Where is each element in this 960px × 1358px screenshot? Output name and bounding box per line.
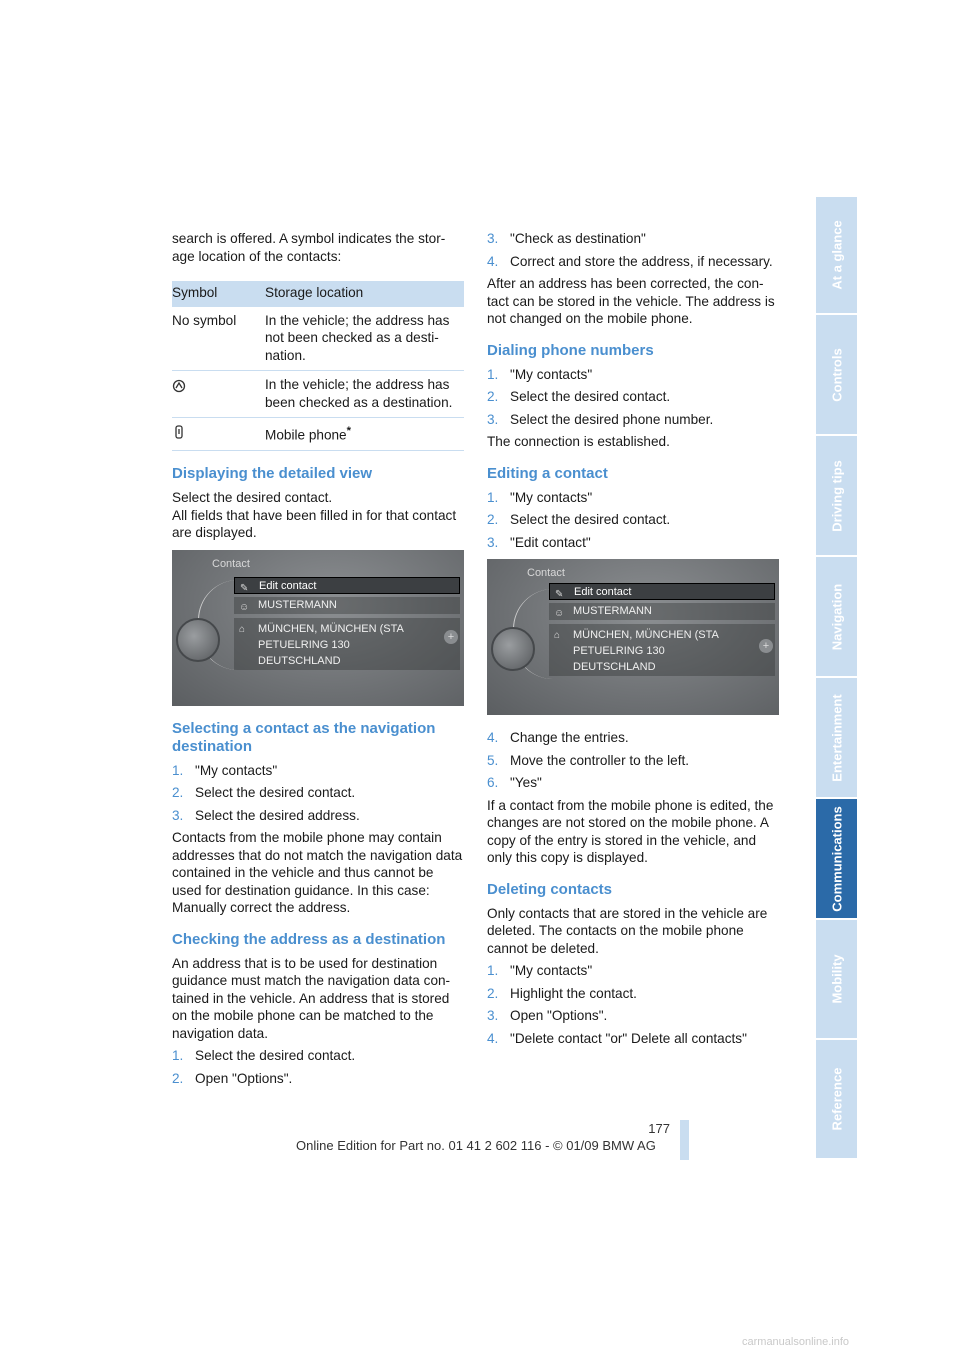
list-item: 1. Select the desired contact. bbox=[172, 1048, 356, 1064]
detail-heading: Displaying the detailed view bbox=[172, 465, 373, 483]
right-column bbox=[487, 230, 779, 1052]
address-line-3: DEUTSCHLAND bbox=[258, 654, 341, 667]
step-text: Select the desired contact. bbox=[195, 785, 356, 801]
edit-contact-label: Edit contact bbox=[259, 579, 317, 592]
list-item: 1. "My contacts" bbox=[172, 762, 278, 778]
list-item: 2. Select the desired contact. bbox=[487, 512, 671, 527]
list-item: 4. "Delete contact "or" Delete all contacts" bbox=[487, 1030, 747, 1046]
list-item: 1. "My contacts" bbox=[487, 489, 593, 505]
step-text: Select the desired contact. bbox=[195, 1048, 356, 1064]
person-icon: ☺ bbox=[554, 608, 565, 619]
list-item: 3. "Check as destination" bbox=[487, 231, 646, 246]
step-text: "Yes" bbox=[510, 775, 542, 790]
step-text: "Edit contact" bbox=[510, 534, 591, 550]
step-text: Change the entries. bbox=[510, 730, 629, 745]
screen-title: Contact bbox=[527, 567, 565, 579]
list-item: 2. Select the desired contact. bbox=[172, 785, 356, 801]
pencil-icon: ✎ bbox=[240, 582, 249, 594]
dial-para: The connection is established. bbox=[487, 434, 670, 449]
step-text: "My contacts" bbox=[510, 489, 593, 505]
delete-para: Only contacts that are stored in the vehicle are deleted. The contacts on the mobile phone cannot be deleted. bbox=[487, 905, 768, 956]
edit-heading: Editing a contact bbox=[487, 464, 608, 482]
header-storage: Storage location bbox=[265, 285, 364, 300]
check-heading: Checking the address as a destination bbox=[172, 930, 446, 948]
tab-reference[interactable]: Reference bbox=[816, 1040, 857, 1160]
check-para: An address that is to be used for destination guidance must match the navigation data con-tained in the vehicle. An address that is stored on the mobile phone can be matched to the navigation data. bbox=[172, 955, 451, 1041]
tab-controls[interactable]: Controls bbox=[816, 315, 857, 436]
list-item: 2. Highlight the contact. bbox=[487, 985, 637, 1001]
step-text: Select the desired contact. bbox=[510, 512, 671, 527]
left-column bbox=[172, 230, 464, 1092]
header-symbol: Symbol bbox=[172, 285, 218, 300]
list-item: 2. Select the desired contact. bbox=[487, 389, 671, 404]
table-row bbox=[172, 307, 464, 372]
tab-navigation[interactable]: Navigation bbox=[816, 557, 857, 678]
detail-text-2: All fields that have been filled in for that contact are displayed. bbox=[172, 507, 457, 541]
list-item: 3. Select the desired phone number. bbox=[487, 411, 714, 427]
contact-name: MUSTERMANN bbox=[573, 605, 652, 617]
list-item: 2. Open "Options". bbox=[172, 1070, 293, 1086]
symbol-cell bbox=[172, 376, 265, 411]
symbol-cell: No symbol bbox=[172, 312, 237, 328]
detail-text-1: Select the desired contact. bbox=[172, 490, 333, 506]
step-text: "My contacts" bbox=[195, 762, 278, 778]
chapter-sidebar bbox=[816, 197, 857, 1160]
optional-star: * bbox=[346, 425, 352, 437]
person-icon: ☺ bbox=[239, 601, 250, 613]
step-text: "Check as destination" bbox=[510, 231, 646, 246]
table-header bbox=[172, 281, 464, 307]
edit-para: If a contact from the mobile phone is edited, the changes are not stored on the mobile phone. A copy of the entry is stored in the vehicle, and only this copy is displayed. bbox=[487, 797, 774, 865]
controller-knob-icon bbox=[176, 618, 220, 662]
address-line-1: MÜNCHEN, MÜNCHEN (STA bbox=[573, 629, 719, 641]
address-line-2: PETUELRING 130 bbox=[573, 645, 665, 657]
plus-icon: + bbox=[759, 639, 773, 653]
address-line-3: DEUTSCHLAND bbox=[573, 661, 656, 673]
tab-communications[interactable]: Communications bbox=[816, 799, 857, 920]
mobile-phone-icon bbox=[172, 425, 186, 439]
intro-text: search is offered. A symbol indicates the stor-age location of the contacts: bbox=[172, 231, 446, 264]
page-number: 177 bbox=[648, 1121, 670, 1136]
footer-bar bbox=[680, 1120, 689, 1160]
screen-title: Contact bbox=[212, 557, 250, 570]
storage-cell: In the vehicle; the address has not been checked as a desti-nation. bbox=[265, 312, 450, 363]
address-line-2: PETUELRING 130 bbox=[258, 638, 350, 651]
watermark: carmanualsonline.info bbox=[742, 1336, 850, 1348]
contact-address bbox=[549, 624, 775, 676]
storage-cell: In the vehicle; the address has been checked as a destination. bbox=[265, 377, 453, 410]
list-item: 5. Move the controller to the left. bbox=[487, 752, 690, 768]
edit-contact-row bbox=[234, 577, 460, 594]
control-display-screenshot bbox=[487, 559, 779, 715]
step-text: Open "Options". bbox=[510, 1008, 608, 1023]
delete-heading: Deleting contacts bbox=[487, 880, 613, 898]
dial-heading: Dialing phone numbers bbox=[487, 341, 654, 359]
list-item: 6. "Yes" bbox=[487, 775, 542, 790]
address-icon: ⌂ bbox=[239, 623, 246, 635]
contact-name-row bbox=[549, 603, 775, 620]
destination-checked-icon bbox=[172, 379, 186, 393]
list-item: 4. Change the entries. bbox=[487, 730, 629, 745]
symbol-cell bbox=[172, 423, 265, 444]
storage-cell bbox=[265, 423, 464, 444]
step-text: Correct and store the address, if necessary. bbox=[510, 253, 773, 269]
step-text: "My contacts" bbox=[510, 366, 593, 382]
edit-contact-label: Edit contact bbox=[574, 586, 632, 598]
address-line-1: MÜNCHEN, MÜNCHEN (STA bbox=[258, 622, 404, 635]
step-text: Select the desired contact. bbox=[510, 389, 671, 404]
controller-knob-icon bbox=[491, 627, 535, 671]
address-icon: ⌂ bbox=[554, 630, 561, 641]
pencil-icon: ✎ bbox=[555, 589, 564, 600]
contact-name-row bbox=[234, 597, 460, 614]
tab-mobility[interactable]: Mobility bbox=[816, 920, 857, 1040]
step-text: Open "Options". bbox=[195, 1070, 293, 1086]
table-row bbox=[172, 371, 464, 418]
tab-entertainment[interactable]: Entertainment bbox=[816, 678, 857, 799]
tab-driving-tips[interactable]: Driving tips bbox=[816, 436, 857, 557]
mobile-phone-label: Mobile phone bbox=[265, 427, 347, 443]
list-item: 3. "Edit contact" bbox=[487, 534, 591, 550]
step-text: "My contacts" bbox=[510, 963, 593, 978]
list-item: 1. "My contacts" bbox=[487, 963, 593, 978]
after-para: After an address has been corrected, the con-tact can be stored in the vehicle. The address is not changed on the mobile phone. bbox=[487, 276, 775, 326]
contact-address bbox=[234, 618, 460, 670]
edition-text: Online Edition for Part no. 01 41 2 602 116 - © 01/09 BMW AG bbox=[296, 1138, 656, 1153]
table-row bbox=[172, 418, 464, 451]
select-heading: Selecting a contact as the navigation destination bbox=[172, 719, 436, 755]
step-text: Move the controller to the left. bbox=[510, 752, 690, 768]
plus-icon: + bbox=[444, 630, 458, 644]
list-item: 4. Correct and store the address, if necessary. bbox=[487, 253, 773, 269]
list-item: 3. Select the desired address. bbox=[172, 807, 360, 823]
step-text: Select the desired address. bbox=[195, 807, 360, 823]
contact-name: MUSTERMANN bbox=[258, 598, 337, 611]
step-text: Highlight the contact. bbox=[510, 985, 637, 1001]
list-item: 3. Open "Options". bbox=[487, 1008, 608, 1023]
step-text: "Delete contact "or" Delete all contacts" bbox=[510, 1030, 747, 1046]
edit-contact-row bbox=[549, 583, 775, 600]
step-text: Select the desired phone number. bbox=[510, 411, 714, 427]
storage-table bbox=[172, 281, 464, 451]
list-item: 1. "My contacts" bbox=[487, 366, 593, 382]
control-display-screenshot bbox=[172, 550, 464, 706]
select-para: Contacts from the mobile phone may contain addresses that do not match the navigation data contained in the vehicle and thus cannot be used for destination guidance. In this case: Manually correct the address. bbox=[172, 830, 463, 916]
tab-at-a-glance[interactable]: At a glance bbox=[816, 197, 857, 315]
